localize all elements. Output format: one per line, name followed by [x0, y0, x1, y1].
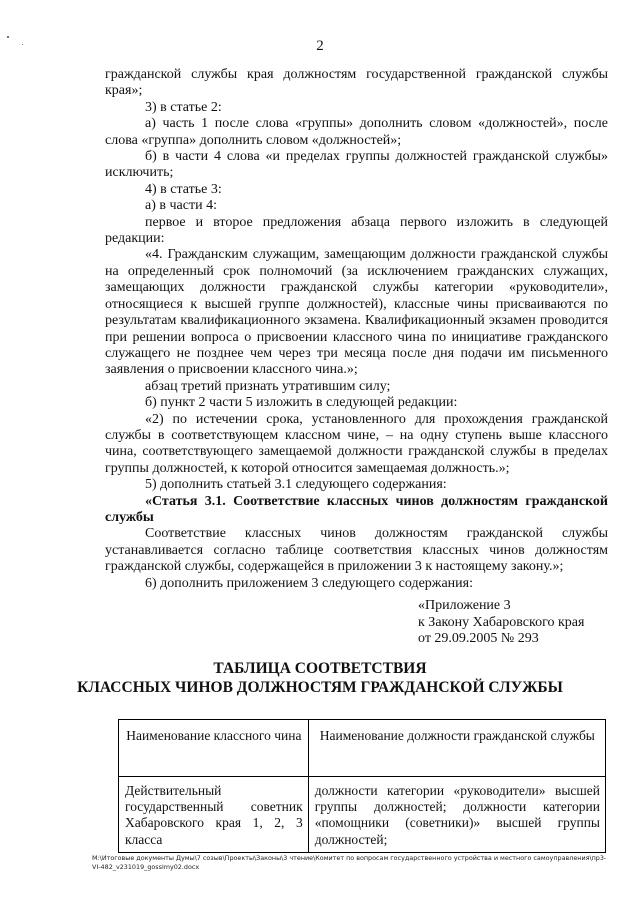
- rank-cell: Действительный государственный советник Хабаровского края 1, 2, 3 класса: [119, 777, 309, 853]
- paragraph: «4. Гражданским служащим, замещающим должности гражданской службы на определенный срок полномочий (за исключением гражданских служащих, замещающих должности гражданской службы категории «руководители», относящиеся к высшей группе должностей), классные чины присваиваются по результатам квалификационного экзамена. Квалификационный экзамен проводится при решении вопроса о присвоении классного чина по инициативе гражданского служащего не позднее чем через три месяца после дня подачи им письменного заявления о присвоении классного чина.»;: [105, 247, 608, 378]
- appendix-reference: [418, 598, 584, 648]
- appendix-line: к Закону Хабаровского края: [418, 614, 585, 630]
- paragraph: абзац третий признать утратившим силу;: [145, 378, 391, 394]
- page-number: 2: [316, 38, 324, 54]
- paragraph: «2) по истечении срока, установленного для прохождения гражданской службы в соответствующем классном чине, – на одну ступень выше классного чина, соответствующего замещаемой должности гражданской службы в пределах группы должностей, к которой относится замещаемая должность.»;: [105, 411, 608, 476]
- appendix-line: «Приложение 3: [418, 598, 511, 613]
- paragraph: б) пункт 2 части 5 изложить в следующей редакции:: [145, 395, 458, 411]
- file-path-footer: M:\Итоговые документы Думы\7 созыв\Проекты\Законы\3 чтение\Комитет по вопросам государственного устройства и местного самоуправления\пр3-VI-482_v231019_gosslmy02.docx: [92, 854, 607, 871]
- paragraph: б) в части 4 слова «и пределах группы должностей гражданской службы» исключить;: [105, 149, 608, 181]
- paragraph: 5) дополнить статьей 3.1 следующего содержания:: [145, 477, 447, 493]
- paragraph: 6) дополнить приложением 3 следующего содержания:: [145, 575, 473, 591]
- table-header-cell: Наименование должности гражданской службы: [308, 720, 605, 777]
- document-body: [105, 67, 608, 592]
- paragraph: Соответствие классных чинов должностям гражданской службы устанавливается согласно таблице соответствия классных чинов должностям гражданской службы, содержащейся в приложении 3 к настоящему закону.»;: [105, 526, 608, 575]
- paragraph: первое и второе предложения абзаца первого изложить в следующей редакции:: [105, 214, 608, 247]
- rank-position-table: [118, 719, 606, 853]
- table-title-line: ТАБЛИЦА СООТВЕТСТВИЯ: [213, 660, 427, 677]
- table-header-cell: Наименование классного чина: [119, 720, 309, 777]
- scan-speck: [7, 36, 9, 38]
- table-header-row: [119, 720, 606, 777]
- paragraph: 4) в статье 3:: [145, 181, 222, 197]
- paragraph: а) в части 4:: [145, 198, 217, 214]
- paragraph: 3) в статье 2:: [145, 99, 222, 115]
- table-title-line: КЛАССНЫХ ЧИНОВ ДОЛЖНОСТЯМ ГРАЖДАНСКОЙ СЛУЖБЫ: [77, 679, 563, 696]
- table-title: [0, 659, 640, 697]
- table-row: [119, 777, 606, 853]
- positions-cell: должности категории «руководители» высшей группы должностей; должности категории «помощники (советники)» высшей группы должностей;: [308, 777, 605, 853]
- scan-speck: [22, 44, 23, 45]
- article-heading: «Статья 3.1. Соответствие классных чинов должностям гражданской службы: [105, 493, 608, 525]
- appendix-line: от 29.09.2005 № 293: [418, 631, 539, 646]
- paragraph: гражданской службы края должностям государственной гражданской службы края»;: [105, 67, 608, 99]
- paragraph: а) часть 1 после слова «группы» дополнить словом «должностей», после слова «группа» дополнить словом «должностей»;: [105, 116, 608, 148]
